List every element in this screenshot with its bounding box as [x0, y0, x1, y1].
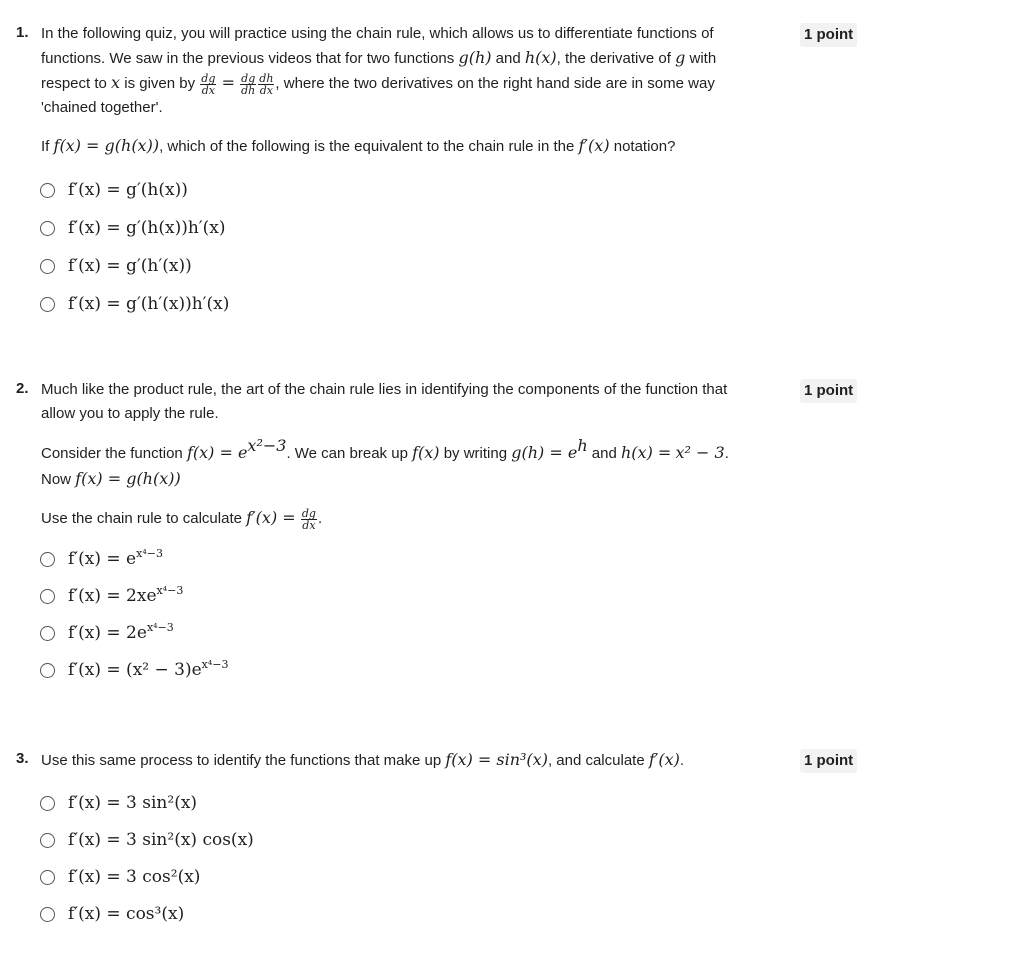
- answer-option[interactable]: f′(x) = g′(h′(x))h′(x): [40, 291, 229, 317]
- radio-button[interactable]: [40, 907, 55, 922]
- radio-button[interactable]: [40, 626, 55, 641]
- fraction-dh-dx: $\frac{dh}{dx}$: [259, 71, 274, 97]
- question-number: 1.: [16, 24, 29, 41]
- answer-option[interactable]: f′(x) = g′(h(x)): [40, 177, 188, 203]
- fraction-dg-dh: $\frac{dg}{dh}$: [241, 71, 256, 97]
- question-intro: In the following quiz, you will practice using the chain rule, which allows us to differentiate functions of functions. We saw in the previous videos that for two functions g(h) and h(x), the derivative of g with respect to x is given by $\frac{dg}{dx}$ = $\frac{dg}{dh}$ $\frac{dh}{dx}$ , where the two derivatives on the right hand side are in some way 'chained together'.: [41, 25, 717, 116]
- answer-option[interactable]: f′(x) = g′(h(x))h′(x): [40, 215, 226, 241]
- points-badge: 1 point: [800, 379, 857, 403]
- radio-button[interactable]: [40, 833, 55, 848]
- question-text: [41, 378, 756, 545]
- question-intro: Much like the product rule, the art of the chain rule lies in identifying the components of the function that allow you to apply the rule.: [41, 381, 728, 422]
- radio-button[interactable]: [40, 589, 55, 604]
- radio-button[interactable]: [40, 183, 55, 198]
- answer-option[interactable]: f′(x) = 3 sin²(x): [40, 790, 197, 816]
- radio-button[interactable]: [40, 663, 55, 678]
- answer-option[interactable]: f′(x) = 3 sin²(x) cos(x): [40, 827, 254, 853]
- fraction-dg-dx: $\frac{dg}{dx}$: [301, 506, 316, 532]
- question-text: [41, 22, 756, 173]
- radio-button[interactable]: [40, 221, 55, 236]
- answer-option[interactable]: f′(x) = 3 cos²(x): [40, 864, 200, 890]
- points-badge: 1 point: [800, 749, 857, 773]
- question-text: [41, 748, 756, 787]
- radio-button[interactable]: [40, 796, 55, 811]
- answer-option[interactable]: f′(x) = g′(h′(x)): [40, 253, 192, 279]
- fraction-dg-dx: $\frac{dg}{dx}$: [201, 71, 216, 97]
- radio-button[interactable]: [40, 870, 55, 885]
- question-consider: Consider the function $f(x) = e^{x^2-3}$. We can break up f(x) by writing $g(h) = e^h$ and h(x) = x² − 3. Now f(x) = g(h(x)): [41, 436, 729, 488]
- question-number: 3.: [16, 750, 29, 767]
- radio-button[interactable]: [40, 259, 55, 274]
- answer-option[interactable]: $f'(x) = (x^2 - 3)e^{x^4-3}$: [40, 657, 229, 683]
- question-prompt: Use the chain rule to calculate f′(x) = $\frac{dg}{dx}$ .: [41, 506, 323, 532]
- question-prompt: Use this same process to identify the functions that make up f(x) = sin³(x), and calculate f′(x).: [41, 750, 685, 769]
- points-badge: 1 point: [800, 23, 857, 47]
- answer-option[interactable]: $f'(x) = 2e^{x^4-3}$: [40, 620, 174, 646]
- radio-button[interactable]: [40, 552, 55, 567]
- answer-option[interactable]: f′(x) = cos³(x): [40, 901, 184, 927]
- radio-button[interactable]: [40, 297, 55, 312]
- answer-option[interactable]: $f'(x) = 2xe^{x^4-3}$: [40, 583, 183, 609]
- answer-option[interactable]: $f'(x) = e^{x^4-3}$: [40, 546, 163, 572]
- question-number: 2.: [16, 380, 29, 397]
- question-prompt: If f(x) = g(h(x)), which of the following is the equivalent to the chain rule in the f′(x) notation?: [41, 136, 676, 155]
